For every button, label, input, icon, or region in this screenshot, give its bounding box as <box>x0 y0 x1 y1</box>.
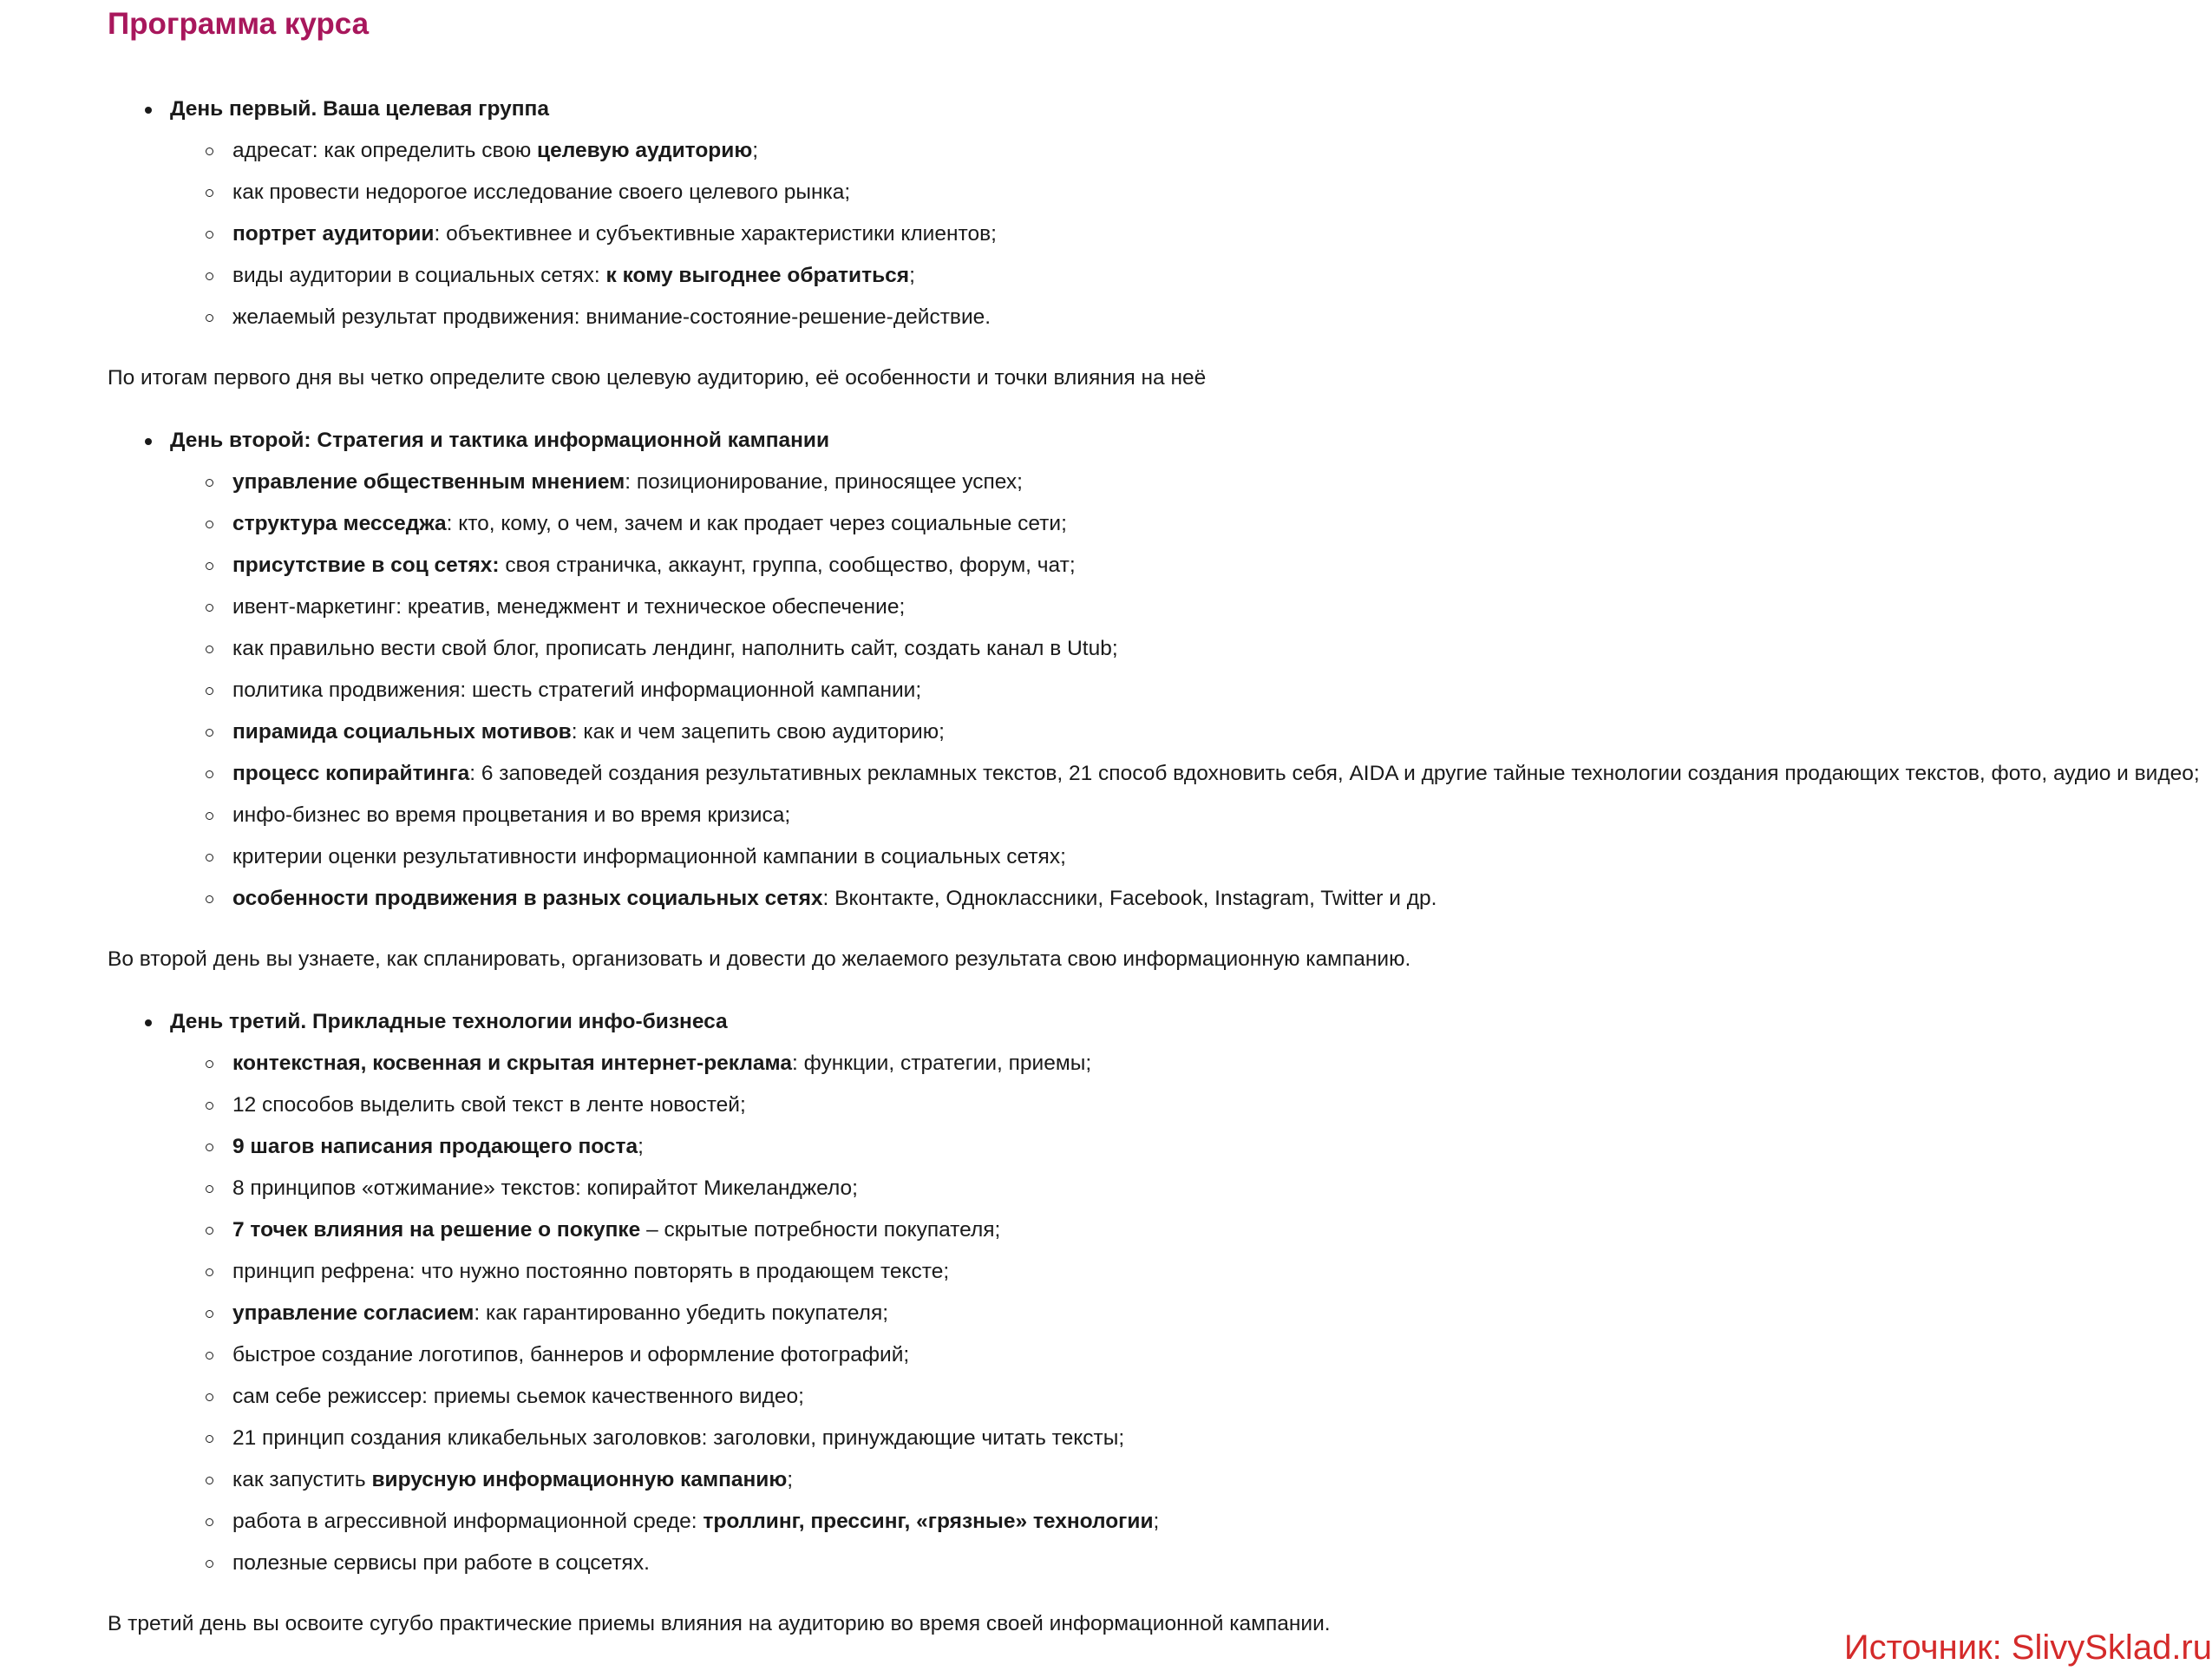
list-item: как провести недорогое исследование своего целевого рынка; <box>108 172 2189 213</box>
day-1 <box>108 88 2189 338</box>
day-2-section <box>108 420 2200 980</box>
list-item: особенности продвижения в разных социальных сетях: Вконтакте, Одноклассники, Facebook, Instagram, Twitter и др. <box>108 878 2189 920</box>
day-2 <box>108 420 2200 920</box>
day-1-section <box>108 88 2189 399</box>
day-summary: Во второй день вы узнаете, как спланировать, организовать и довести до желаемого результата свою информационную кампанию. <box>108 947 1411 971</box>
list-item: как правильно вести свой блог, прописать лендинг, наполнить сайт, создать канал в Utub; <box>108 628 2189 670</box>
list-item: ивент-маркетинг: креатив, менеджмент и техническое обеспечение; <box>108 586 2189 628</box>
list-item: пирамида социальных мотивов: как и чем зацепить свою аудиторию; <box>108 711 2189 753</box>
course-program <box>108 0 2200 1645</box>
list-item: присутствие в соц сетях: своя страничка, аккаунт, группа, сообщество, форум, чат; <box>108 545 2189 586</box>
list-item: процесс копирайтинга: 6 заповедей создания результативных рекламных текстов, 21 способ вдохновить себя, AIDA и другие тайные технологии создания продающих текстов, фото, аудио и видео; <box>108 753 2189 795</box>
list-item: 8 принципов «отжимание» текстов: копирайтот Микеланджело; <box>108 1168 2189 1209</box>
page-title: Программа курса <box>108 7 370 41</box>
list-item: работа в агрессивной информационной среде: троллинг, прессинг, «грязные» технологии; <box>108 1501 2189 1543</box>
list-item: быстрое создание логотипов, баннеров и оформление фотографий; <box>108 1334 2189 1376</box>
list-item: виды аудитории в социальных сетях: к кому выгоднее обратиться; <box>108 255 2189 297</box>
day-summary: По итогам первого дня вы четко определите свою целевую аудиторию, её особенности и точки влияния на неё <box>108 366 1207 390</box>
day-heading: День третий. Прикладные технологии инфо-бизнеса <box>108 1001 2189 1043</box>
list-item: критерии оценки результативности информационной кампании в социальных сетях; <box>108 836 2189 878</box>
list-item: полезные сервисы при работе в соцсетях. <box>108 1543 2189 1584</box>
list-item: сам себе режиссер: приемы сьемок качественного видео; <box>108 1376 2189 1418</box>
day-3-section <box>108 1001 2189 1645</box>
list-item: 7 точек влияния на решение о покупке – скрытые потребности покупателя; <box>108 1209 2189 1251</box>
day-heading: День первый. Ваша целевая группа <box>108 88 2189 130</box>
list-item: инфо-бизнес во время процветания и во время кризиса; <box>108 795 2189 836</box>
list-item: управление общественным мнением: позиционирование, приносящее успех; <box>108 462 2189 503</box>
list-item: желаемый результат продвижения: внимание-состояние-решение-действие. <box>108 297 2189 338</box>
list-item: 9 шагов написания продающего поста; <box>108 1126 2189 1168</box>
list-item: адресат: как определить свою целевую аудиторию; <box>108 130 2189 172</box>
list-item: портрет аудитории: объективнее и субъективные характеристики клиентов; <box>108 213 2189 255</box>
list-item: принцип рефрена: что нужно постоянно повторять в продающем тексте; <box>108 1251 2189 1293</box>
list-item: 12 способов выделить свой текст в ленте новостей; <box>108 1085 2189 1126</box>
list-item: контекстная, косвенная и скрытая интернет-реклама: функции, стратегии, приемы; <box>108 1043 2189 1085</box>
list-item: политика продвижения: шесть стратегий информационной кампании; <box>108 670 2189 711</box>
list-item: структура месседжа: кто, кому, о чем, зачем и как продает через социальные сети; <box>108 503 2189 545</box>
list-item: как запустить вирусную информационную кампанию; <box>108 1459 2189 1501</box>
day-summary: В третий день вы освоите сугубо практические приемы влияния на аудиторию во время своей информационной кампании. <box>108 1612 1331 1635</box>
list-item: 21 принцип создания кликабельных заголовков: заголовки, принуждающие читать тексты; <box>108 1418 2189 1459</box>
list-item: управление согласием: как гарантированно убедить покупателя; <box>108 1293 2189 1334</box>
day-heading: День второй: Стратегия и тактика информационной кампании <box>108 420 2189 462</box>
day-3 <box>108 1001 2189 1584</box>
source-watermark: Источник: SlivySklad.ru <box>1761 1625 2212 1671</box>
